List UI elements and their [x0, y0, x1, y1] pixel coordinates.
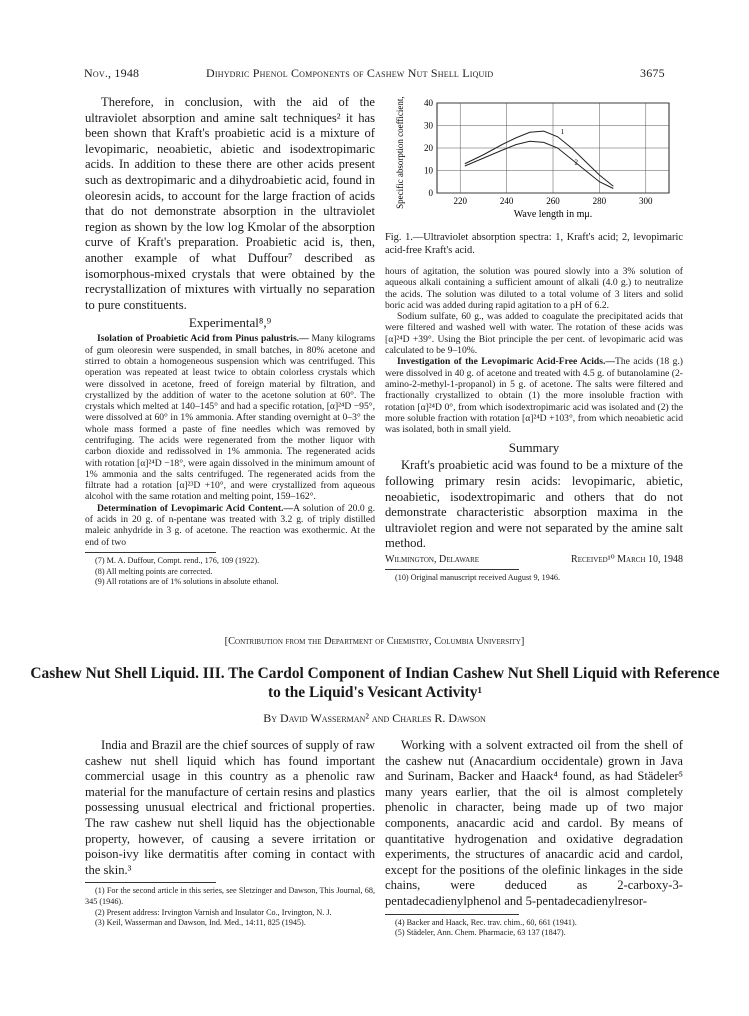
received-date: Received¹⁰ March 10, 1948 — [571, 554, 683, 566]
right-column — [385, 266, 683, 584]
series-line-2 — [465, 141, 613, 188]
intro-paragraph: India and Brazil are the chief sources of supply of raw cashew nut shell liquid which has found important commercial usage in this country as a phenolic raw material for the manufacture of certain resins and plastics possessing unusual electrical and frictional properties. The raw cashew nut shell liquid has the objectionable property, however, of causing a severe irritation or poison-ivy like dermatitis after coming in contact with the skin.³ — [85, 738, 375, 877]
sodium-sulfate-paragraph: Sodium sulfate, 60 g., was added to coagulate the precipitated acids that were filtered and washed well with water. The rotation of these acids was [α]²⁴D +39°. Using the Biot principle the per cent. of levopimaric acid was calculated to be 9–10%. — [385, 311, 683, 357]
signature-line — [385, 554, 683, 565]
y-tick-label: 30 — [424, 120, 433, 131]
y-tick-label: 0 — [428, 188, 433, 198]
footnote-9: (9) All rotations are of 1% solutions in absolute ethanol. — [95, 577, 279, 587]
article-title: Cashew Nut Shell Liquid. III. The Cardol Component of Indian Cashew Nut Shell Liquid with Reference to the Liquid's Vesicant Activity¹ — [30, 665, 720, 701]
footnote-3: (3) Keil, Wasserman and Dawson, Ind. Med., 14:11, 825 (1945). — [95, 918, 306, 928]
authors-line: By David Wasserman² and Charles R. Dawson — [263, 711, 486, 725]
footnote-rule — [85, 552, 216, 553]
y-axis-label: Specific absorption coefficient, α. — [395, 95, 405, 209]
contribution-line: [Contribution from the Department of Chemistry, Columbia University] — [224, 636, 525, 647]
conclusion-paragraph: Therefore, in conclusion, with the aid of the ultraviolet absorption and amine salt techniques² it has been shown that Kraft's proabietic acid is a mixture of levopimaric, neoabietic, abietic and isodextropimaric acids. In addition to these there are other acids present such as dextropimaric and a dihydroabietic acid, found in oleoresin acids, to account for the large fraction of acids that do not demonstrate absorption in the ultraviolet region as shown by the low log Kmolar of the absorption curve of Kraft's preparation. Proabietic acid is, then, another example of what Duffour⁷ described as isomorphous-mixed crystals that were obtained by the recrystallization of mixtures with virtually no separation to pure constituents. — [85, 95, 375, 312]
bottom-right-column — [385, 738, 683, 939]
continued-paragraph: hours of agitation, the solution was poured slowly into a 3% solution of aqueous alkali containing a sufficient amount of alkali (4.0 g.) to neutralize the acids. The solution was diluted to a total volume of 3 liters and solid boric acid was added during rapid agitation to a pH of 6.2. — [385, 266, 683, 311]
x-tick-label: 280 — [592, 196, 607, 206]
determination-paragraph — [85, 503, 375, 548]
absorption-chart-svg — [385, 95, 685, 223]
running-header-date: Nov., 1948 — [84, 66, 140, 80]
determination-title: Determination of Levopimaric Acid Content.— — [97, 502, 294, 514]
place: Wilmington, Delaware — [385, 554, 480, 566]
investigation-paragraph — [385, 356, 683, 435]
summary-heading: Summary — [508, 440, 560, 456]
series-label-1: 1 — [560, 127, 565, 136]
footnote-2: (2) Present address: Irvington Varnish and Insulator Co., Irvington, N. J. — [95, 907, 332, 917]
x-axis-label: Wave length in mμ. — [513, 209, 593, 220]
footnote-5: (5) Städeler, Ann. Chem. Pharmacie, 63 137 (1847). — [395, 928, 566, 938]
bottom-footnote-rule — [85, 882, 216, 883]
bottom-left-column — [85, 738, 375, 929]
determination-text: A solution of 20.0 g. of acids in 20 g. of n-pentane was treated with 3.2 g. of triply distilled maleic anhydride in 3 g. of acetone. The reaction was exothermic. At the end of two — [85, 502, 376, 548]
figure-caption: Fig. 1.—Ultraviolet absorption spectra: 1, Kraft's acid; 2, levopimaric acid-free Kraft's acid. — [385, 232, 683, 256]
series-label-2: 2 — [574, 158, 579, 167]
y-tick-label: 40 — [424, 98, 433, 108]
footnote-10: (10) Original manuscript received August 9, 1946. — [395, 573, 561, 583]
footnote-rule-right — [385, 569, 519, 570]
investigation-text: The acids (18 g.) were dissolved in 40 g. of acetone and treated with 4.5 g. of butanolamine (2-amino-2-methyl-1-propanol) in 5 g. of acetone. The salts were filtered and fractionally crystallized to obtain (1) the more insoluble fraction with rotation [α]²⁴D 0°, from which isodextropimaric acid was isolated and (2) the more soluble fraction with rotation [α]²⁴D +103°, from which neoabietic acid was isolated, both in small yield. — [385, 356, 683, 436]
footnote-7: (7) M. A. Duffour, Compt. rend., 176, 109 (1922). — [95, 555, 260, 565]
isolation-title: Isolation of Proabietic Acid from Pinus palustris.— — [97, 333, 309, 345]
summary-paragraph: Kraft's proabietic acid was found to be a mixture of the following primary resin acids: levopimaric, abietic, neoabietic, isodextropimaric and others that do not demonstrate characteristic absorption maxima in the ultraviolet region and were not separated by the amine salt method. — [385, 458, 683, 551]
x-tick-label: 260 — [546, 196, 560, 206]
x-tick-label: 300 — [639, 196, 653, 206]
left-column — [85, 95, 375, 588]
page-number: 3675 — [640, 66, 665, 80]
bottom-right-footnote-rule — [385, 914, 519, 915]
investigation-title: Investigation of the Levopimaric Acid-Free Acids.— — [397, 356, 615, 368]
cashew-paragraph: Working with a solvent extracted oil from the shell of the cashew nut (Anacardium occidentale) grown in Java and Surinam, Backer and Haack⁴ found, as had Städeler⁵ many years earlier, that the oil is almost completely phenolic in character, being made up of two major components, anacardic acid and cardol. By means of quantitative hydrogenation and oxidative degradation experiments, the structures of anacardic acid and cardol, except for the positions of the olefinic linkages in the side chains, were deduced as 2-carboxy-3-pentadecadienylphenol and 5-pentadecadienylresor- — [385, 738, 683, 908]
running-header-title: Dihydric Phenol Components of Cashew Nut Shell Liquid — [206, 66, 494, 80]
experimental-heading: Experimental⁸,⁹ — [188, 315, 272, 331]
footnote-1: (1) For the second article in this series, see Sletzinger and Dawson, This Journal, 68, 345 (1946). — [85, 886, 375, 906]
y-tick-label: 10 — [424, 165, 433, 176]
isolation-text: Many kilograms of gum oleoresin were suspended, in small batches, in 80% acetone and stirred to obtain a homogeneous suspension which was centrifuged. This operation was repeated at least twice to obtain colorless crystals which were dissolved in acetone, freed of foreign material by filtration, and crystallized by the addition of water to the acetone solution at 60°. The crystals which melted at 140–145° and had a specific rotation, [α]²⁴D −95°, were dissolved at 60° in 1% ammonia. After standing overnight at 0–3° the whole mass formed a paste of fine needles which was removed by centrifuging. The acids were regenerated from the mother liquor with carbon dioxide and redissolved in 1% ammonia. The regenerated acids with rotation [α]²⁴D −18°, were again dissolved in the minimum amount of 1% ammonia and the salts centrifuged. The regenerated acids from the filtrate had a rotation [α]²³D +10°, and were crystallized from aqueous alcohol with the same rotation and melting point, 159–162°. — [85, 333, 375, 503]
series-line-1 — [465, 131, 613, 186]
isolation-paragraph — [85, 333, 375, 502]
y-tick-label: 20 — [424, 143, 433, 153]
footnote-4: (4) Backer and Haack, Rec. trav. chim., 60, 661 (1941). — [395, 917, 577, 927]
absorption-chart — [385, 95, 685, 223]
footnote-8: (8) All melting points are corrected. — [95, 566, 213, 576]
x-tick-label: 220 — [453, 196, 467, 206]
x-tick-label: 240 — [499, 196, 514, 206]
